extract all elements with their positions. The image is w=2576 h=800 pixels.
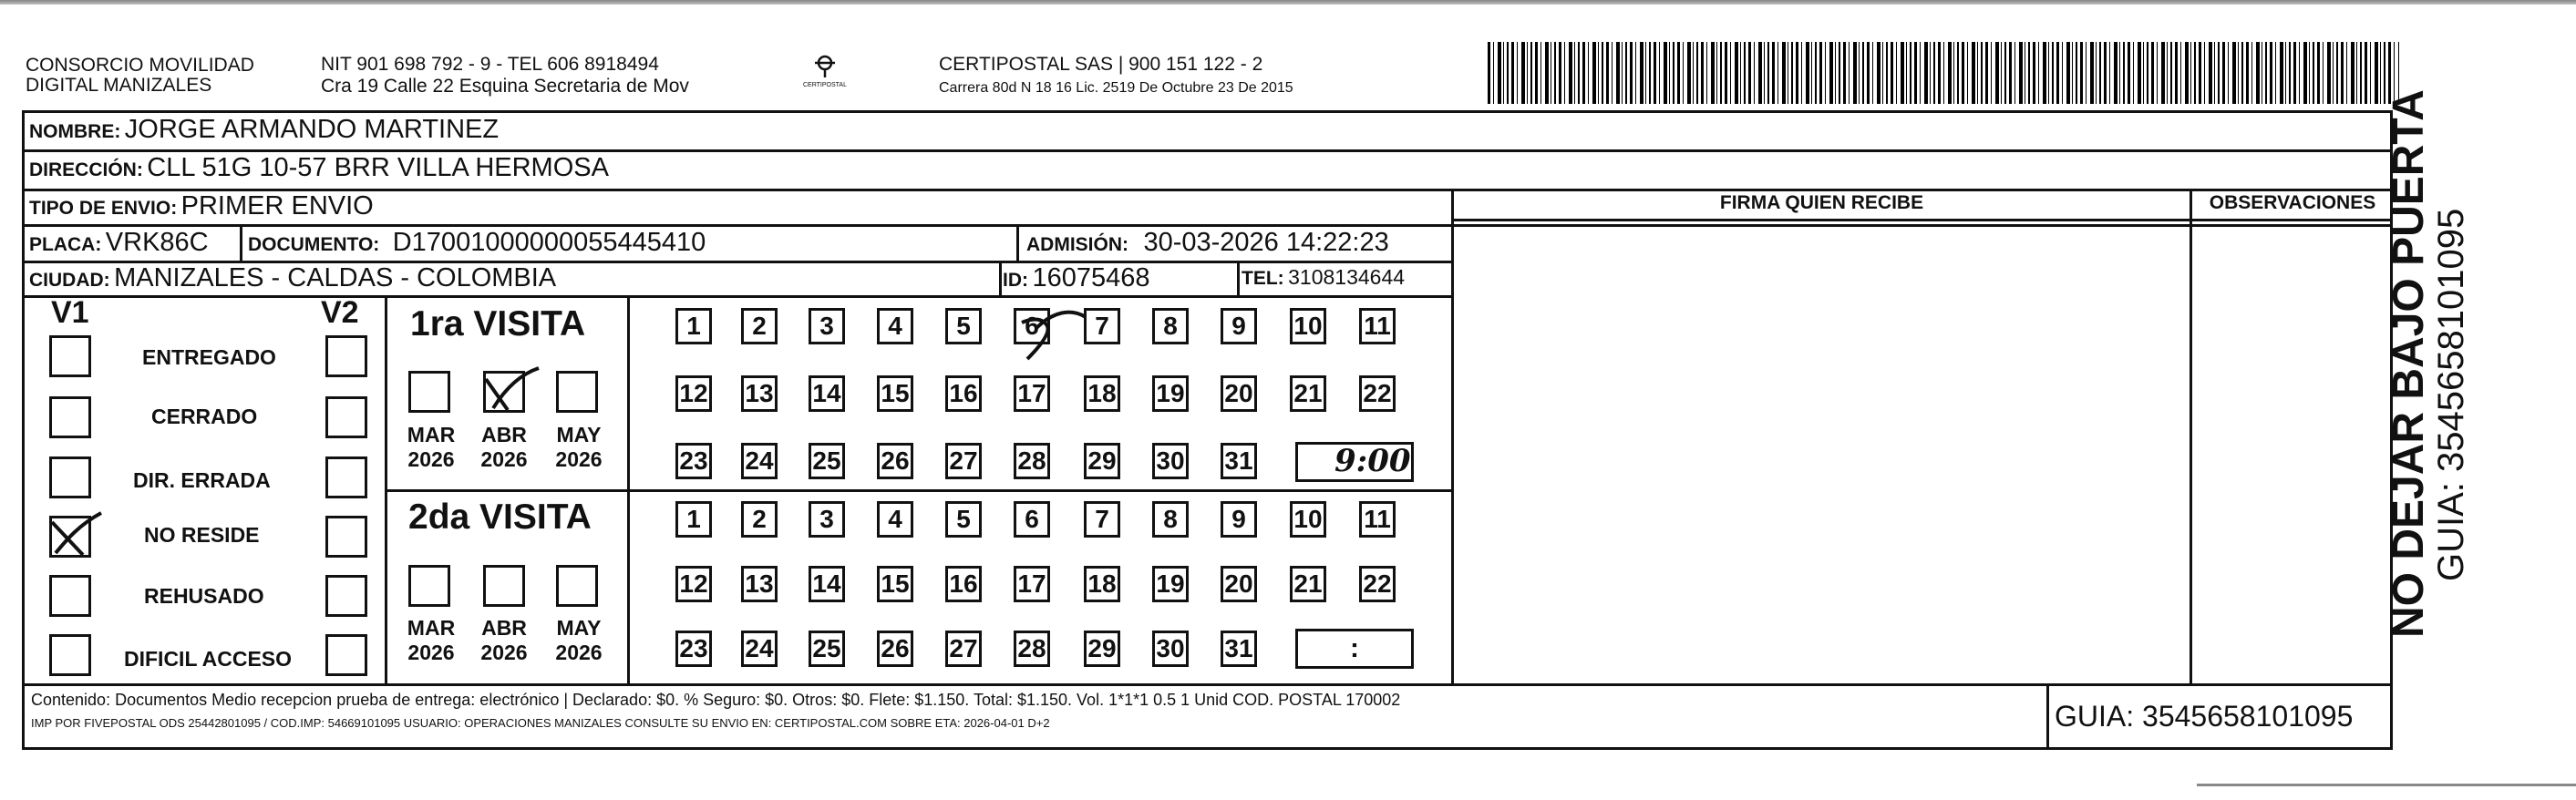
first-visit-day-29[interactable]: 29 <box>1084 443 1120 479</box>
first-visit-day-30[interactable]: 30 <box>1152 443 1189 479</box>
first-visit-day-5[interactable]: 5 <box>945 308 982 344</box>
second-visit-day-1[interactable]: 1 <box>675 501 712 538</box>
month-year: 2026 <box>407 641 455 664</box>
id-field <box>1003 263 1149 293</box>
observaciones-header: OBSERVACIONES <box>2209 192 2376 213</box>
rule-after-direccion <box>22 189 2393 191</box>
month-name: MAY <box>556 616 602 640</box>
first-visit-day-14[interactable]: 14 <box>809 375 845 412</box>
first-visit-day-7[interactable]: 7 <box>1084 308 1120 344</box>
second-visit-day-28[interactable]: 28 <box>1014 631 1050 667</box>
nombre-label: NOMBRE: <box>29 121 121 142</box>
company-address: Cra 19 Calle 22 Esquina Secretaria de Mov <box>321 76 689 97</box>
first-visit-day-12[interactable]: 12 <box>675 375 712 412</box>
tipo-envio-label: TIPO DE ENVIO: <box>29 198 178 219</box>
barcode <box>1488 42 2399 104</box>
tel-field <box>1242 265 1405 290</box>
footer-print-info: IMP POR FIVEPOSTAL ODS 25442801095 / COD.IMP: 54669101095 USUARIO: OPERACIONES MANIZALES CONSULTE SU ENVIO EN: CERTIPOSTAL.COM SOBRE ETA: 2026-04-01 D+2 <box>31 716 1050 730</box>
month-year: 2026 <box>407 447 455 471</box>
second-visit-day-15[interactable]: 15 <box>877 566 913 602</box>
month-name: ABR <box>481 616 527 640</box>
first-visit-day-11[interactable]: 11 <box>1359 308 1396 344</box>
second-visit-day-12[interactable]: 12 <box>675 566 712 602</box>
v1-checkbox-cerrado[interactable] <box>49 396 91 438</box>
first-visit-day-10[interactable]: 10 <box>1290 308 1326 344</box>
company-name <box>26 56 254 96</box>
first-visit-time: 9:00 <box>1334 443 1411 479</box>
v1-checkbox-no-reside[interactable] <box>49 516 91 558</box>
firma-header: FIRMA QUIEN RECIBE <box>1719 192 1924 213</box>
second-visit-day-29[interactable]: 29 <box>1084 631 1120 667</box>
documento-label: DOCUMENTO: <box>248 234 380 255</box>
first-visit-day-8[interactable]: 8 <box>1152 308 1189 344</box>
second-visit-day-2[interactable]: 2 <box>741 501 778 538</box>
placa-field <box>29 228 209 258</box>
admision-label: ADMISIÓN: <box>1026 234 1128 255</box>
scan-edge-top <box>0 0 2576 5</box>
first-visit-day-19[interactable]: 19 <box>1152 375 1189 412</box>
tel-label: TEL: <box>1242 268 1284 289</box>
second-visit-day-16[interactable]: 16 <box>945 566 982 602</box>
company-nit <box>321 54 689 97</box>
side-warning-text: NO DEJAR BAJO PUERTA <box>2385 89 2433 638</box>
first-visit-day-28[interactable]: 28 <box>1014 443 1050 479</box>
first-visit-day-13[interactable]: 13 <box>741 375 778 412</box>
status-label-dir-errada: DIR. ERRADA <box>133 468 271 492</box>
second-visit-day-13[interactable]: 13 <box>741 566 778 602</box>
v2-checkbox-rehusado[interactable] <box>325 575 367 617</box>
nombre-value: JORGE ARMANDO MARTINEZ <box>124 115 500 144</box>
handwritten-check-mark-icon <box>480 359 544 414</box>
first-visit-day-22[interactable]: 22 <box>1359 375 1396 412</box>
courier-info <box>939 53 1293 100</box>
first-visit-day-26[interactable]: 26 <box>877 443 913 479</box>
second-visit-title: 2da VISITA <box>408 497 592 537</box>
first-visit-day-25[interactable]: 25 <box>809 443 845 479</box>
second-visit-month-may-label <box>547 616 611 665</box>
first-visit-time-box[interactable] <box>1295 442 1414 482</box>
second-visit-month-mar[interactable] <box>408 565 450 607</box>
rule-after-ciudad <box>22 295 1453 298</box>
id-label: ID: <box>1003 270 1028 291</box>
month-name: MAY <box>556 423 602 446</box>
first-visit-day-21[interactable]: 21 <box>1290 375 1326 412</box>
second-visit-day-18[interactable]: 18 <box>1084 566 1120 602</box>
side-guia-text: GUIA: 3545658101095 <box>2431 208 2471 581</box>
first-visit-day-31[interactable]: 31 <box>1221 443 1257 479</box>
second-visit-day-20[interactable]: 20 <box>1221 566 1257 602</box>
second-visit-day-5[interactable]: 5 <box>945 501 982 538</box>
second-visit-day-17[interactable]: 17 <box>1014 566 1050 602</box>
second-visit-day-22[interactable]: 22 <box>1359 566 1396 602</box>
divider-footer-guia <box>2046 683 2049 750</box>
second-visit-day-27[interactable]: 27 <box>945 631 982 667</box>
first-visit-month-abr[interactable] <box>483 371 525 413</box>
ciudad-value: MANIZALES - CALDAS - COLOMBIA <box>114 263 557 292</box>
month-year: 2026 <box>480 447 528 471</box>
first-visit-day-6[interactable]: 6 <box>1014 308 1050 344</box>
divider-firma <box>1451 189 1454 685</box>
rule-under-column-headers <box>1451 219 2393 221</box>
v1-checkbox-entregado[interactable] <box>49 335 91 377</box>
status-label-dificil-acceso: DIFICIL ACCESO <box>124 647 293 671</box>
ciudad-field <box>29 263 556 293</box>
divider-placa-documento <box>240 224 242 261</box>
placa-label: PLACA: <box>29 234 102 255</box>
certipostal-logo <box>802 52 848 97</box>
scan-edge-bottom-right <box>2197 784 2576 786</box>
first-visit-title: 1ra VISITA <box>410 304 586 344</box>
status-label-entregado: ENTREGADO <box>142 345 276 369</box>
second-visit-time-box[interactable] <box>1295 629 1414 669</box>
status-label-rehusado: REHUSADO <box>144 584 264 608</box>
divider-id-tel <box>1237 261 1240 295</box>
first-visit-day-20[interactable]: 20 <box>1221 375 1257 412</box>
second-visit-day-6[interactable]: 6 <box>1014 501 1050 538</box>
rule-after-nombre <box>22 149 2393 152</box>
second-visit-day-30[interactable]: 30 <box>1152 631 1189 667</box>
first-visit-day-9[interactable]: 9 <box>1221 308 1257 344</box>
second-visit-month-abr-label <box>472 616 536 665</box>
v2-checkbox-no-reside[interactable] <box>325 516 367 558</box>
second-visit-day-8[interactable]: 8 <box>1152 501 1189 538</box>
first-visit-month-may[interactable] <box>556 371 598 413</box>
first-visit-day-24[interactable]: 24 <box>741 443 778 479</box>
footer-guia: GUIA: 3545658101095 <box>2055 700 2354 733</box>
second-visit-day-21[interactable]: 21 <box>1290 566 1326 602</box>
first-visit-day-3[interactable]: 3 <box>809 308 845 344</box>
month-name: MAR <box>407 616 456 640</box>
first-visit-day-4[interactable]: 4 <box>877 308 913 344</box>
first-visit-day-15[interactable]: 15 <box>877 375 913 412</box>
first-visit-month-abr-label <box>472 423 536 472</box>
second-visit-day-26[interactable]: 26 <box>877 631 913 667</box>
handwritten-check-mark-icon <box>46 506 110 560</box>
footer-contents: Contenido: Documentos Medio recepcion prueba de entrega: electrónico | Declarado: $0. % Seguro: $0. Otros: $0. Flete: $1.150. Total: $1.150. Vol. 1*1*1 0.5 1 Unid COD. POSTAL 170002 <box>31 691 1401 709</box>
first-visit-day-23[interactable]: 23 <box>675 443 712 479</box>
second-visit-day-9[interactable]: 9 <box>1221 501 1257 538</box>
courier-name: CERTIPOSTAL SAS | 900 151 122 - 2 <box>939 54 1263 75</box>
id-value: 16075468 <box>1032 263 1150 292</box>
certipostal-logo-icon <box>802 52 848 79</box>
nit-line: NIT 901 698 792 - 9 - TEL 606 8918494 <box>321 54 659 75</box>
first-visit-day-1[interactable]: 1 <box>675 308 712 344</box>
v2-checkbox-cerrado[interactable] <box>325 396 367 438</box>
first-visit-month-mar[interactable] <box>408 371 450 413</box>
rule-before-footer <box>22 683 2393 686</box>
second-visit-day-23[interactable]: 23 <box>675 631 712 667</box>
second-visit-day-7[interactable]: 7 <box>1084 501 1120 538</box>
v2-checkbox-entregado[interactable] <box>325 335 367 377</box>
second-visit-time: : <box>1350 633 1359 663</box>
status-label-cerrado: CERRADO <box>151 405 258 428</box>
first-visit-day-18[interactable]: 18 <box>1084 375 1120 412</box>
placa-value: VRK86C <box>105 228 209 257</box>
divider-documento-admision <box>1016 224 1019 261</box>
first-visit-day-16[interactable]: 16 <box>945 375 982 412</box>
v2-checkbox-dificil-acceso[interactable] <box>325 634 367 676</box>
month-name: ABR <box>481 423 527 446</box>
first-visit-day-17[interactable]: 17 <box>1014 375 1050 412</box>
second-visit-month-mar-label <box>399 616 463 665</box>
divider-observaciones <box>2190 189 2192 685</box>
nombre-row <box>29 115 499 145</box>
v1-header: V1 <box>51 295 89 330</box>
v1-checkbox-rehusado[interactable] <box>49 575 91 617</box>
status-label-no-reside: NO RESIDE <box>144 523 260 547</box>
second-visit-day-19[interactable]: 19 <box>1152 566 1189 602</box>
admision-field <box>1026 228 1389 258</box>
tel-value: 3108134644 <box>1288 265 1406 289</box>
second-visit-day-25[interactable]: 25 <box>809 631 845 667</box>
second-visit-day-4[interactable]: 4 <box>877 501 913 538</box>
tipo-envio-row <box>29 191 374 221</box>
tipo-envio-value: PRIMER ENVIO <box>180 191 374 221</box>
first-visit-day-2[interactable]: 2 <box>741 308 778 344</box>
direccion-label: DIRECCIÓN: <box>29 159 143 180</box>
second-visit-day-31[interactable]: 31 <box>1221 631 1257 667</box>
admision-value: 30-03-2026 14:22:23 <box>1143 228 1389 257</box>
direccion-row <box>29 153 609 183</box>
first-visit-month-mar-label <box>399 423 463 472</box>
second-visit-day-11[interactable]: 11 <box>1359 501 1396 538</box>
month-name: MAR <box>407 423 456 446</box>
v2-checkbox-dir-errada[interactable] <box>325 456 367 498</box>
second-visit-day-24[interactable]: 24 <box>741 631 778 667</box>
ciudad-label: CIUDAD: <box>29 270 110 291</box>
first-visit-day-27[interactable]: 27 <box>945 443 982 479</box>
second-visit-day-14[interactable]: 14 <box>809 566 845 602</box>
company-name-line1: CONSORCIO MOVILIDAD <box>26 55 254 76</box>
month-year: 2026 <box>480 641 528 664</box>
company-name-line2: DIGITAL MANIZALES <box>26 75 212 96</box>
direccion-value: CLL 51G 10-57 BRR VILLA HERMOSA <box>147 153 609 182</box>
month-year: 2026 <box>555 447 603 471</box>
second-visit-day-10[interactable]: 10 <box>1290 501 1326 538</box>
first-visit-month-may-label <box>547 423 611 472</box>
documento-field <box>248 228 706 258</box>
logo-caption: CERTIPOSTAL <box>803 82 847 88</box>
second-visit-month-may[interactable] <box>556 565 598 607</box>
rule-between-visits <box>385 489 1453 492</box>
second-visit-day-3[interactable]: 3 <box>809 501 845 538</box>
courier-address: Carrera 80d N 18 16 Lic. 2519 De Octubre 23 De 2015 <box>939 80 1293 96</box>
v2-header: V2 <box>321 295 359 330</box>
rule-after-tipo <box>22 224 2393 227</box>
documento-value: D17001000000055445410 <box>392 228 706 257</box>
v1-checkbox-dir-errada[interactable] <box>49 456 91 498</box>
handwritten-day-mark-icon <box>1016 308 1089 363</box>
divider-ciudad-id <box>999 261 1002 295</box>
second-visit-month-abr[interactable] <box>483 565 525 607</box>
month-year: 2026 <box>555 641 603 664</box>
v1-checkbox-dificil-acceso[interactable] <box>49 634 91 676</box>
